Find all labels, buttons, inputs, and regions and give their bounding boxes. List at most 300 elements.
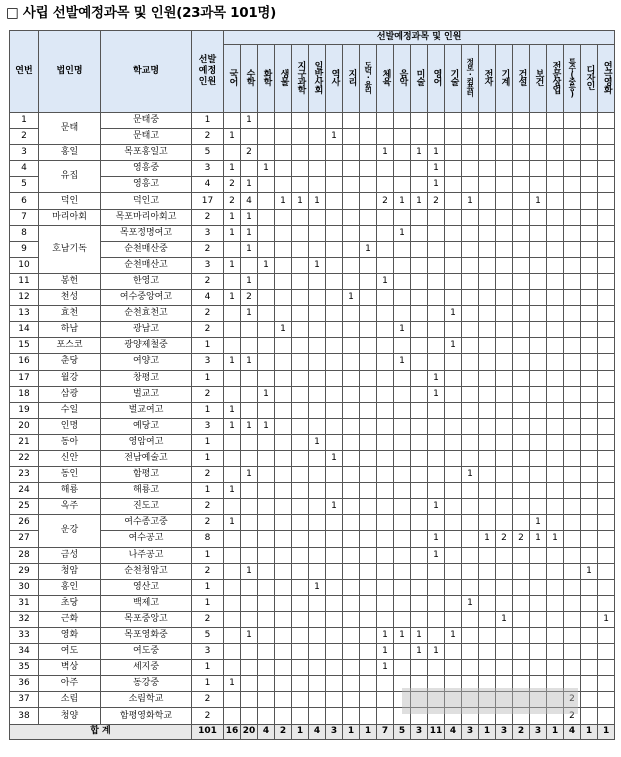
row-subject-cell xyxy=(530,161,547,177)
row-subject-cell xyxy=(394,145,411,161)
row-subject-cell xyxy=(564,386,581,402)
row-subject-cell xyxy=(547,515,564,531)
row-subject-cell xyxy=(496,306,513,322)
row-subject-cell xyxy=(581,322,598,338)
row-school: 벌교여고 xyxy=(101,402,192,418)
row-subject-cell xyxy=(496,644,513,660)
row-subject-cell xyxy=(326,483,343,499)
row-subject-cell xyxy=(598,450,615,466)
row-subject-cell xyxy=(547,113,564,129)
row-subject-cell xyxy=(343,579,360,595)
row-subject-cell xyxy=(275,450,292,466)
row-subject-cell xyxy=(309,547,326,563)
table-row xyxy=(10,241,615,257)
row-subject-cell xyxy=(428,354,445,370)
row-subject-cell xyxy=(496,113,513,129)
row-subject-cell xyxy=(394,579,411,595)
row-subject-cell xyxy=(547,563,564,579)
row-subject-cell xyxy=(479,483,496,499)
row-subject-cell: 1 xyxy=(377,628,394,644)
header-subject-group: 선발예정과목 및 인원 xyxy=(224,31,615,45)
row-subject-cell xyxy=(377,177,394,193)
row-subject-cell xyxy=(326,660,343,676)
row-subject-cell xyxy=(360,499,377,515)
row-subject-cell xyxy=(360,273,377,289)
row-subject-cell xyxy=(445,579,462,595)
row-subject-cell xyxy=(564,161,581,177)
header-subject xyxy=(309,45,326,113)
row-subject-cell xyxy=(428,129,445,145)
row-school: 전남예술고 xyxy=(101,450,192,466)
row-subject-cell xyxy=(411,273,428,289)
row-subject-cell xyxy=(445,370,462,386)
row-subject-cell xyxy=(598,193,615,209)
row-subject-cell xyxy=(513,306,530,322)
row-subject-cell xyxy=(530,660,547,676)
row-subject-cell xyxy=(343,386,360,402)
row-corp: 벽상 xyxy=(39,660,101,676)
row-subject-cell xyxy=(564,450,581,466)
row-subject-cell: 1 xyxy=(445,628,462,644)
row-subject-cell xyxy=(326,579,343,595)
row-subject-cell xyxy=(598,515,615,531)
selection-table-container xyxy=(9,30,615,740)
row-subject-cell xyxy=(428,434,445,450)
row-subject-cell xyxy=(224,531,241,547)
row-subject-cell xyxy=(445,273,462,289)
row-subject-cell xyxy=(292,595,309,611)
row-subject-cell xyxy=(292,386,309,402)
row-subject-cell xyxy=(530,644,547,660)
row-subject-cell xyxy=(445,595,462,611)
row-subject-cell xyxy=(258,692,275,708)
row-subject-cell xyxy=(462,483,479,499)
table-row xyxy=(10,644,615,660)
row-subject-cell xyxy=(377,225,394,241)
row-subject-cell xyxy=(462,402,479,418)
row-subject-cell: 1 xyxy=(479,531,496,547)
row-subject-cell xyxy=(377,290,394,306)
table-row xyxy=(10,257,615,273)
row-school: 영산고 xyxy=(101,579,192,595)
row-subject-cell xyxy=(377,450,394,466)
row-subject-cell xyxy=(377,467,394,483)
row-school: 문태고 xyxy=(101,129,192,145)
row-subject-cell xyxy=(445,515,462,531)
row-subject-cell xyxy=(513,257,530,273)
row-subject-cell: 1 xyxy=(530,531,547,547)
row-subject-cell xyxy=(530,499,547,515)
row-school: 목포정명여고 xyxy=(101,225,192,241)
row-subject-cell xyxy=(292,306,309,322)
table-row xyxy=(10,129,615,145)
row-subject-cell xyxy=(479,611,496,627)
row-subject-cell xyxy=(547,628,564,644)
row-subject-cell xyxy=(343,708,360,724)
row-subject-cell xyxy=(530,338,547,354)
row-total: 2 xyxy=(192,611,224,627)
row-subject-cell xyxy=(360,644,377,660)
row-school: 광남고 xyxy=(101,322,192,338)
row-subject-cell xyxy=(258,499,275,515)
row-total: 3 xyxy=(192,161,224,177)
row-corp: 수일 xyxy=(39,402,101,418)
row-subject-cell: 1 xyxy=(224,161,241,177)
row-subject-cell xyxy=(428,338,445,354)
row-subject-cell xyxy=(547,322,564,338)
row-subject-cell xyxy=(377,418,394,434)
row-subject-cell xyxy=(309,129,326,145)
row-subject-cell xyxy=(326,338,343,354)
row-subject-cell xyxy=(292,660,309,676)
row-subject-cell xyxy=(445,660,462,676)
row-subject-cell xyxy=(598,483,615,499)
row-subject-cell: 1 xyxy=(445,306,462,322)
header-subject xyxy=(292,45,309,113)
row-subject-cell xyxy=(292,467,309,483)
row-subject-cell xyxy=(479,193,496,209)
row-total: 2 xyxy=(192,209,224,225)
row-subject-cell xyxy=(411,563,428,579)
row-subject-cell xyxy=(462,547,479,563)
row-subject-cell xyxy=(530,370,547,386)
table-row xyxy=(10,450,615,466)
row-subject-cell: 1 xyxy=(224,354,241,370)
row-school: 해룡고 xyxy=(101,483,192,499)
row-subject-cell xyxy=(547,257,564,273)
row-subject-cell: 1 xyxy=(275,193,292,209)
row-subject-cell xyxy=(496,370,513,386)
row-subject-cell xyxy=(275,225,292,241)
row-subject-cell xyxy=(343,450,360,466)
row-subject-cell: 1 xyxy=(377,273,394,289)
row-subject-cell xyxy=(411,354,428,370)
row-subject-cell xyxy=(462,241,479,257)
row-subject-cell xyxy=(377,113,394,129)
row-subject-cell xyxy=(394,660,411,676)
row-subject-cell xyxy=(513,628,530,644)
row-subject-cell xyxy=(547,225,564,241)
row-subject-cell: 1 xyxy=(241,209,258,225)
row-subject-cell xyxy=(513,450,530,466)
row-corp: 아주 xyxy=(39,676,101,692)
row-subject-cell xyxy=(547,467,564,483)
header-corp: 법인명 xyxy=(39,31,101,113)
row-no: 11 xyxy=(10,273,39,289)
row-subject-cell xyxy=(547,290,564,306)
row-subject-cell xyxy=(377,483,394,499)
row-no: 31 xyxy=(10,595,39,611)
header-subject-label: 체육 xyxy=(380,69,391,85)
row-subject-cell xyxy=(411,515,428,531)
row-subject-cell xyxy=(462,225,479,241)
row-subject-cell xyxy=(530,145,547,161)
row-subject-cell xyxy=(428,402,445,418)
row-subject-cell: 1 xyxy=(224,418,241,434)
row-corp: 문태 xyxy=(39,113,101,145)
row-subject-cell xyxy=(462,290,479,306)
row-subject-cell xyxy=(224,338,241,354)
row-subject-cell xyxy=(241,499,258,515)
row-subject-cell xyxy=(224,306,241,322)
table-body xyxy=(10,113,615,725)
row-subject-cell xyxy=(360,676,377,692)
row-subject-cell xyxy=(275,402,292,418)
sum-cell: 1 xyxy=(598,724,615,739)
row-subject-cell xyxy=(275,241,292,257)
row-subject-cell: 1 xyxy=(292,193,309,209)
row-total: 2 xyxy=(192,515,224,531)
row-subject-cell: 1 xyxy=(241,628,258,644)
row-corp: 여도 xyxy=(39,644,101,660)
row-subject-cell xyxy=(547,450,564,466)
table-row xyxy=(10,531,615,547)
row-subject-cell xyxy=(445,225,462,241)
row-subject-cell xyxy=(360,450,377,466)
row-school: 진도고 xyxy=(101,499,192,515)
row-subject-cell xyxy=(360,418,377,434)
row-subject-cell xyxy=(343,209,360,225)
row-subject-cell xyxy=(377,531,394,547)
row-subject-cell xyxy=(445,177,462,193)
row-subject-cell xyxy=(275,692,292,708)
row-subject-cell xyxy=(326,273,343,289)
row-subject-cell xyxy=(496,241,513,257)
row-subject-cell xyxy=(530,467,547,483)
row-subject-cell xyxy=(241,676,258,692)
row-subject-cell xyxy=(513,515,530,531)
row-subject-cell xyxy=(581,370,598,386)
row-subject-cell xyxy=(411,579,428,595)
sum-cell: 7 xyxy=(377,724,394,739)
row-subject-cell xyxy=(258,338,275,354)
row-subject-cell xyxy=(581,145,598,161)
row-subject-cell xyxy=(445,418,462,434)
row-subject-cell xyxy=(394,450,411,466)
row-subject-cell xyxy=(241,692,258,708)
row-subject-cell xyxy=(309,273,326,289)
row-no: 2 xyxy=(10,129,39,145)
row-subject-cell xyxy=(343,225,360,241)
row-subject-cell xyxy=(496,129,513,145)
row-subject-cell: 1 xyxy=(224,402,241,418)
row-subject-cell xyxy=(581,467,598,483)
row-subject-cell xyxy=(598,273,615,289)
row-subject-cell xyxy=(292,370,309,386)
row-subject-cell xyxy=(241,434,258,450)
row-subject-cell xyxy=(394,177,411,193)
row-corp: 홍인 xyxy=(39,579,101,595)
row-subject-cell xyxy=(564,434,581,450)
row-subject-cell xyxy=(479,129,496,145)
row-corp: 해룡 xyxy=(39,483,101,499)
row-subject-cell xyxy=(428,209,445,225)
row-subject-cell xyxy=(598,499,615,515)
row-corp: 마리아회 xyxy=(39,209,101,225)
row-subject-cell xyxy=(530,177,547,193)
header-subject xyxy=(564,45,581,113)
row-subject-cell xyxy=(547,354,564,370)
row-subject-cell xyxy=(428,273,445,289)
row-subject-cell xyxy=(224,628,241,644)
row-subject-cell xyxy=(530,547,547,563)
row-subject-cell xyxy=(360,692,377,708)
row-no: 25 xyxy=(10,499,39,515)
row-subject-cell xyxy=(547,579,564,595)
row-subject-cell xyxy=(564,499,581,515)
row-subject-cell xyxy=(479,515,496,531)
row-subject-cell xyxy=(462,257,479,273)
row-corp: 소림 xyxy=(39,692,101,708)
row-corp: 운강 xyxy=(39,515,101,547)
row-subject-cell xyxy=(547,547,564,563)
row-subject-cell xyxy=(581,611,598,627)
row-subject-cell xyxy=(581,579,598,595)
row-subject-cell xyxy=(564,129,581,145)
row-subject-cell xyxy=(496,257,513,273)
row-subject-cell xyxy=(428,563,445,579)
row-subject-cell xyxy=(258,306,275,322)
row-subject-cell xyxy=(547,338,564,354)
row-subject-cell xyxy=(564,467,581,483)
row-subject-cell xyxy=(411,418,428,434)
row-subject-cell xyxy=(581,499,598,515)
row-subject-cell xyxy=(496,273,513,289)
row-subject-cell: 1 xyxy=(428,644,445,660)
row-subject-cell xyxy=(530,209,547,225)
row-corp: 청암 xyxy=(39,563,101,579)
row-subject-cell xyxy=(292,145,309,161)
row-subject-cell xyxy=(377,692,394,708)
row-subject-cell xyxy=(411,434,428,450)
row-subject-cell xyxy=(530,434,547,450)
row-subject-cell xyxy=(258,450,275,466)
row-subject-cell xyxy=(564,209,581,225)
row-subject-cell xyxy=(564,113,581,129)
row-corp: 춘당 xyxy=(39,354,101,370)
row-subject-cell xyxy=(445,467,462,483)
row-subject-cell xyxy=(598,467,615,483)
row-subject-cell xyxy=(377,306,394,322)
row-subject-cell xyxy=(598,708,615,724)
row-subject-cell xyxy=(496,386,513,402)
row-subject-cell xyxy=(377,708,394,724)
row-subject-cell xyxy=(343,434,360,450)
row-subject-cell xyxy=(326,628,343,644)
row-subject-cell xyxy=(462,531,479,547)
row-subject-cell xyxy=(513,290,530,306)
row-subject-cell xyxy=(598,579,615,595)
row-total: 1 xyxy=(192,113,224,129)
row-total: 5 xyxy=(192,145,224,161)
row-subject-cell xyxy=(598,628,615,644)
table-row xyxy=(10,161,615,177)
row-subject-cell xyxy=(581,434,598,450)
row-subject-cell xyxy=(513,145,530,161)
row-total: 4 xyxy=(192,177,224,193)
row-subject-cell xyxy=(343,145,360,161)
row-subject-cell xyxy=(309,708,326,724)
row-subject-cell xyxy=(581,225,598,241)
row-subject-cell xyxy=(326,386,343,402)
row-subject-cell xyxy=(530,595,547,611)
row-subject-cell xyxy=(479,113,496,129)
row-school: 순천청암고 xyxy=(101,563,192,579)
row-subject-cell xyxy=(581,515,598,531)
row-no: 16 xyxy=(10,354,39,370)
row-subject-cell xyxy=(309,499,326,515)
row-subject-cell xyxy=(241,611,258,627)
row-subject-cell xyxy=(496,161,513,177)
row-subject-cell xyxy=(411,450,428,466)
selection-table xyxy=(9,30,615,740)
row-subject-cell xyxy=(564,563,581,579)
row-subject-cell: 1 xyxy=(309,193,326,209)
row-subject-cell xyxy=(377,515,394,531)
header-subject xyxy=(445,45,462,113)
row-subject-cell xyxy=(479,628,496,644)
row-subject-cell xyxy=(428,113,445,129)
row-school: 덕인고 xyxy=(101,193,192,209)
row-subject-cell xyxy=(547,370,564,386)
row-total: 1 xyxy=(192,434,224,450)
row-subject-cell xyxy=(513,241,530,257)
row-subject-cell xyxy=(564,547,581,563)
row-subject-cell xyxy=(292,402,309,418)
row-subject-cell xyxy=(513,660,530,676)
row-subject-cell xyxy=(275,273,292,289)
row-subject-cell xyxy=(581,531,598,547)
row-subject-cell xyxy=(309,467,326,483)
row-subject-cell xyxy=(564,273,581,289)
row-subject-cell xyxy=(275,611,292,627)
row-subject-cell xyxy=(258,676,275,692)
row-subject-cell xyxy=(377,676,394,692)
row-subject-cell xyxy=(445,644,462,660)
row-subject-cell xyxy=(411,209,428,225)
row-subject-cell xyxy=(360,290,377,306)
row-subject-cell xyxy=(513,579,530,595)
row-subject-cell xyxy=(462,145,479,161)
row-subject-cell xyxy=(564,145,581,161)
row-subject-cell xyxy=(479,418,496,434)
row-subject-cell xyxy=(462,322,479,338)
row-subject-cell xyxy=(241,129,258,145)
row-subject-cell xyxy=(513,113,530,129)
row-subject-cell xyxy=(258,225,275,241)
row-subject-cell xyxy=(360,708,377,724)
header-subject-label: 역사 xyxy=(329,69,340,85)
row-subject-cell xyxy=(581,676,598,692)
row-subject-cell xyxy=(462,579,479,595)
row-subject-cell: 1 xyxy=(309,257,326,273)
sum-cell: 11 xyxy=(428,724,445,739)
row-subject-cell xyxy=(581,692,598,708)
row-subject-cell xyxy=(445,402,462,418)
row-school: 벌교고 xyxy=(101,386,192,402)
row-subject-cell xyxy=(445,531,462,547)
row-subject-cell xyxy=(394,209,411,225)
row-corp: 초당 xyxy=(39,595,101,611)
row-subject-cell xyxy=(241,660,258,676)
row-subject-cell xyxy=(241,322,258,338)
row-subject-cell xyxy=(411,257,428,273)
row-subject-cell xyxy=(343,611,360,627)
row-subject-cell xyxy=(377,434,394,450)
sum-cell: 3 xyxy=(462,724,479,739)
row-subject-cell xyxy=(581,644,598,660)
row-subject-cell xyxy=(360,338,377,354)
